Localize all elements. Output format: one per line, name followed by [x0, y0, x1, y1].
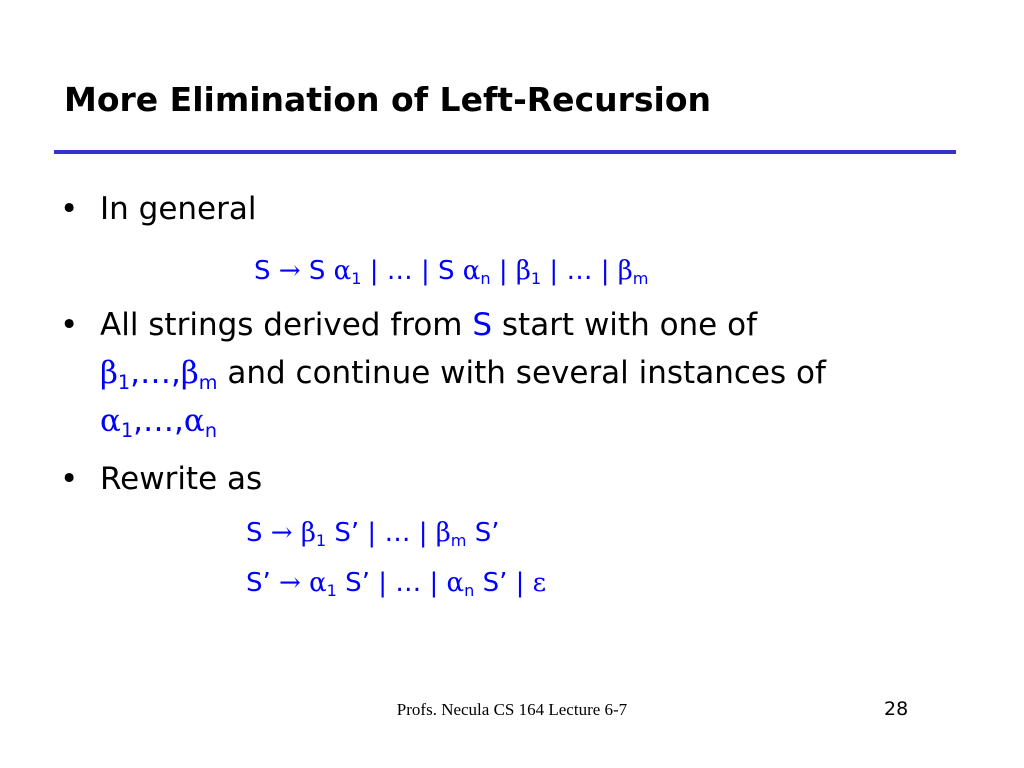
alpha-symbol: α	[309, 568, 327, 598]
formula-text: S’ | … |	[336, 568, 447, 598]
formula-text	[301, 568, 309, 598]
subscript: n	[480, 268, 491, 288]
subscript: 1	[530, 268, 542, 288]
page-number: 28	[884, 698, 909, 720]
alpha-symbol: α	[333, 256, 352, 286]
beta-symbol: β	[300, 518, 316, 548]
subscript: m	[632, 268, 649, 288]
slide-footer: Profs. Necula CS 164 Lecture 6-7	[396, 700, 628, 719]
bullet-dot: •	[60, 461, 79, 497]
formula-text: S’	[466, 518, 500, 548]
bullet-text-part: start with one of	[492, 307, 757, 343]
formula-rewrite-2	[246, 566, 546, 600]
bullet-text-part: and continue with several instances of	[217, 355, 826, 391]
subscript: m	[450, 530, 467, 550]
title-underline	[54, 150, 956, 154]
subscript: 1	[120, 418, 134, 442]
formula-text: |	[490, 256, 516, 286]
subscript: n	[464, 580, 475, 600]
formula-text: S’ | … |	[326, 518, 436, 548]
bullet-all-strings-line3	[100, 398, 217, 444]
alpha-symbol: α	[462, 256, 481, 286]
formula-rewrite-1	[246, 516, 500, 550]
ellipsis: ,…,	[130, 355, 181, 391]
subscript: m	[198, 370, 218, 394]
formula-text: S	[300, 256, 334, 286]
subscript: n	[204, 418, 217, 442]
alpha-symbol: α	[446, 568, 465, 598]
bullet-text	[100, 302, 757, 348]
bullet-text: Rewrite as	[100, 461, 263, 497]
beta-symbol: β	[617, 256, 633, 286]
alpha-symbol: α	[183, 403, 205, 439]
formula-general	[254, 254, 648, 288]
subscript: 1	[117, 370, 131, 394]
formula-text: | … |	[541, 256, 618, 286]
bullet-dot: •	[60, 307, 79, 343]
bullet-all-strings-line2	[100, 350, 826, 396]
formula-text: S	[246, 518, 271, 548]
slide-title: More Elimination of Left-Recursion	[64, 80, 712, 119]
epsilon-symbol: ε	[532, 568, 547, 598]
subscript: 1	[351, 268, 362, 288]
alpha-symbol: α	[100, 403, 121, 439]
ellipsis: ,…,	[133, 403, 184, 439]
bullet-dot: •	[60, 191, 79, 227]
bullet-text-part: All strings derived from	[100, 307, 473, 343]
formula-text: S’	[246, 568, 280, 598]
nonterminal-s: S	[472, 307, 493, 343]
formula-text: S	[254, 256, 279, 286]
formula-text	[293, 518, 301, 548]
subscript: 1	[326, 580, 337, 600]
formula-text: S’ |	[474, 568, 533, 598]
beta-symbol: β	[100, 355, 118, 391]
beta-symbol: β	[515, 256, 531, 286]
subscript: 1	[315, 530, 327, 550]
arrow-symbol: →	[278, 256, 301, 286]
beta-symbol: β	[180, 355, 199, 391]
formula-text: | … | S	[361, 256, 463, 286]
arrow-symbol: →	[279, 568, 301, 598]
beta-symbol: β	[435, 518, 451, 548]
arrow-symbol: →	[270, 518, 293, 548]
bullet-text: In general	[100, 191, 257, 227]
